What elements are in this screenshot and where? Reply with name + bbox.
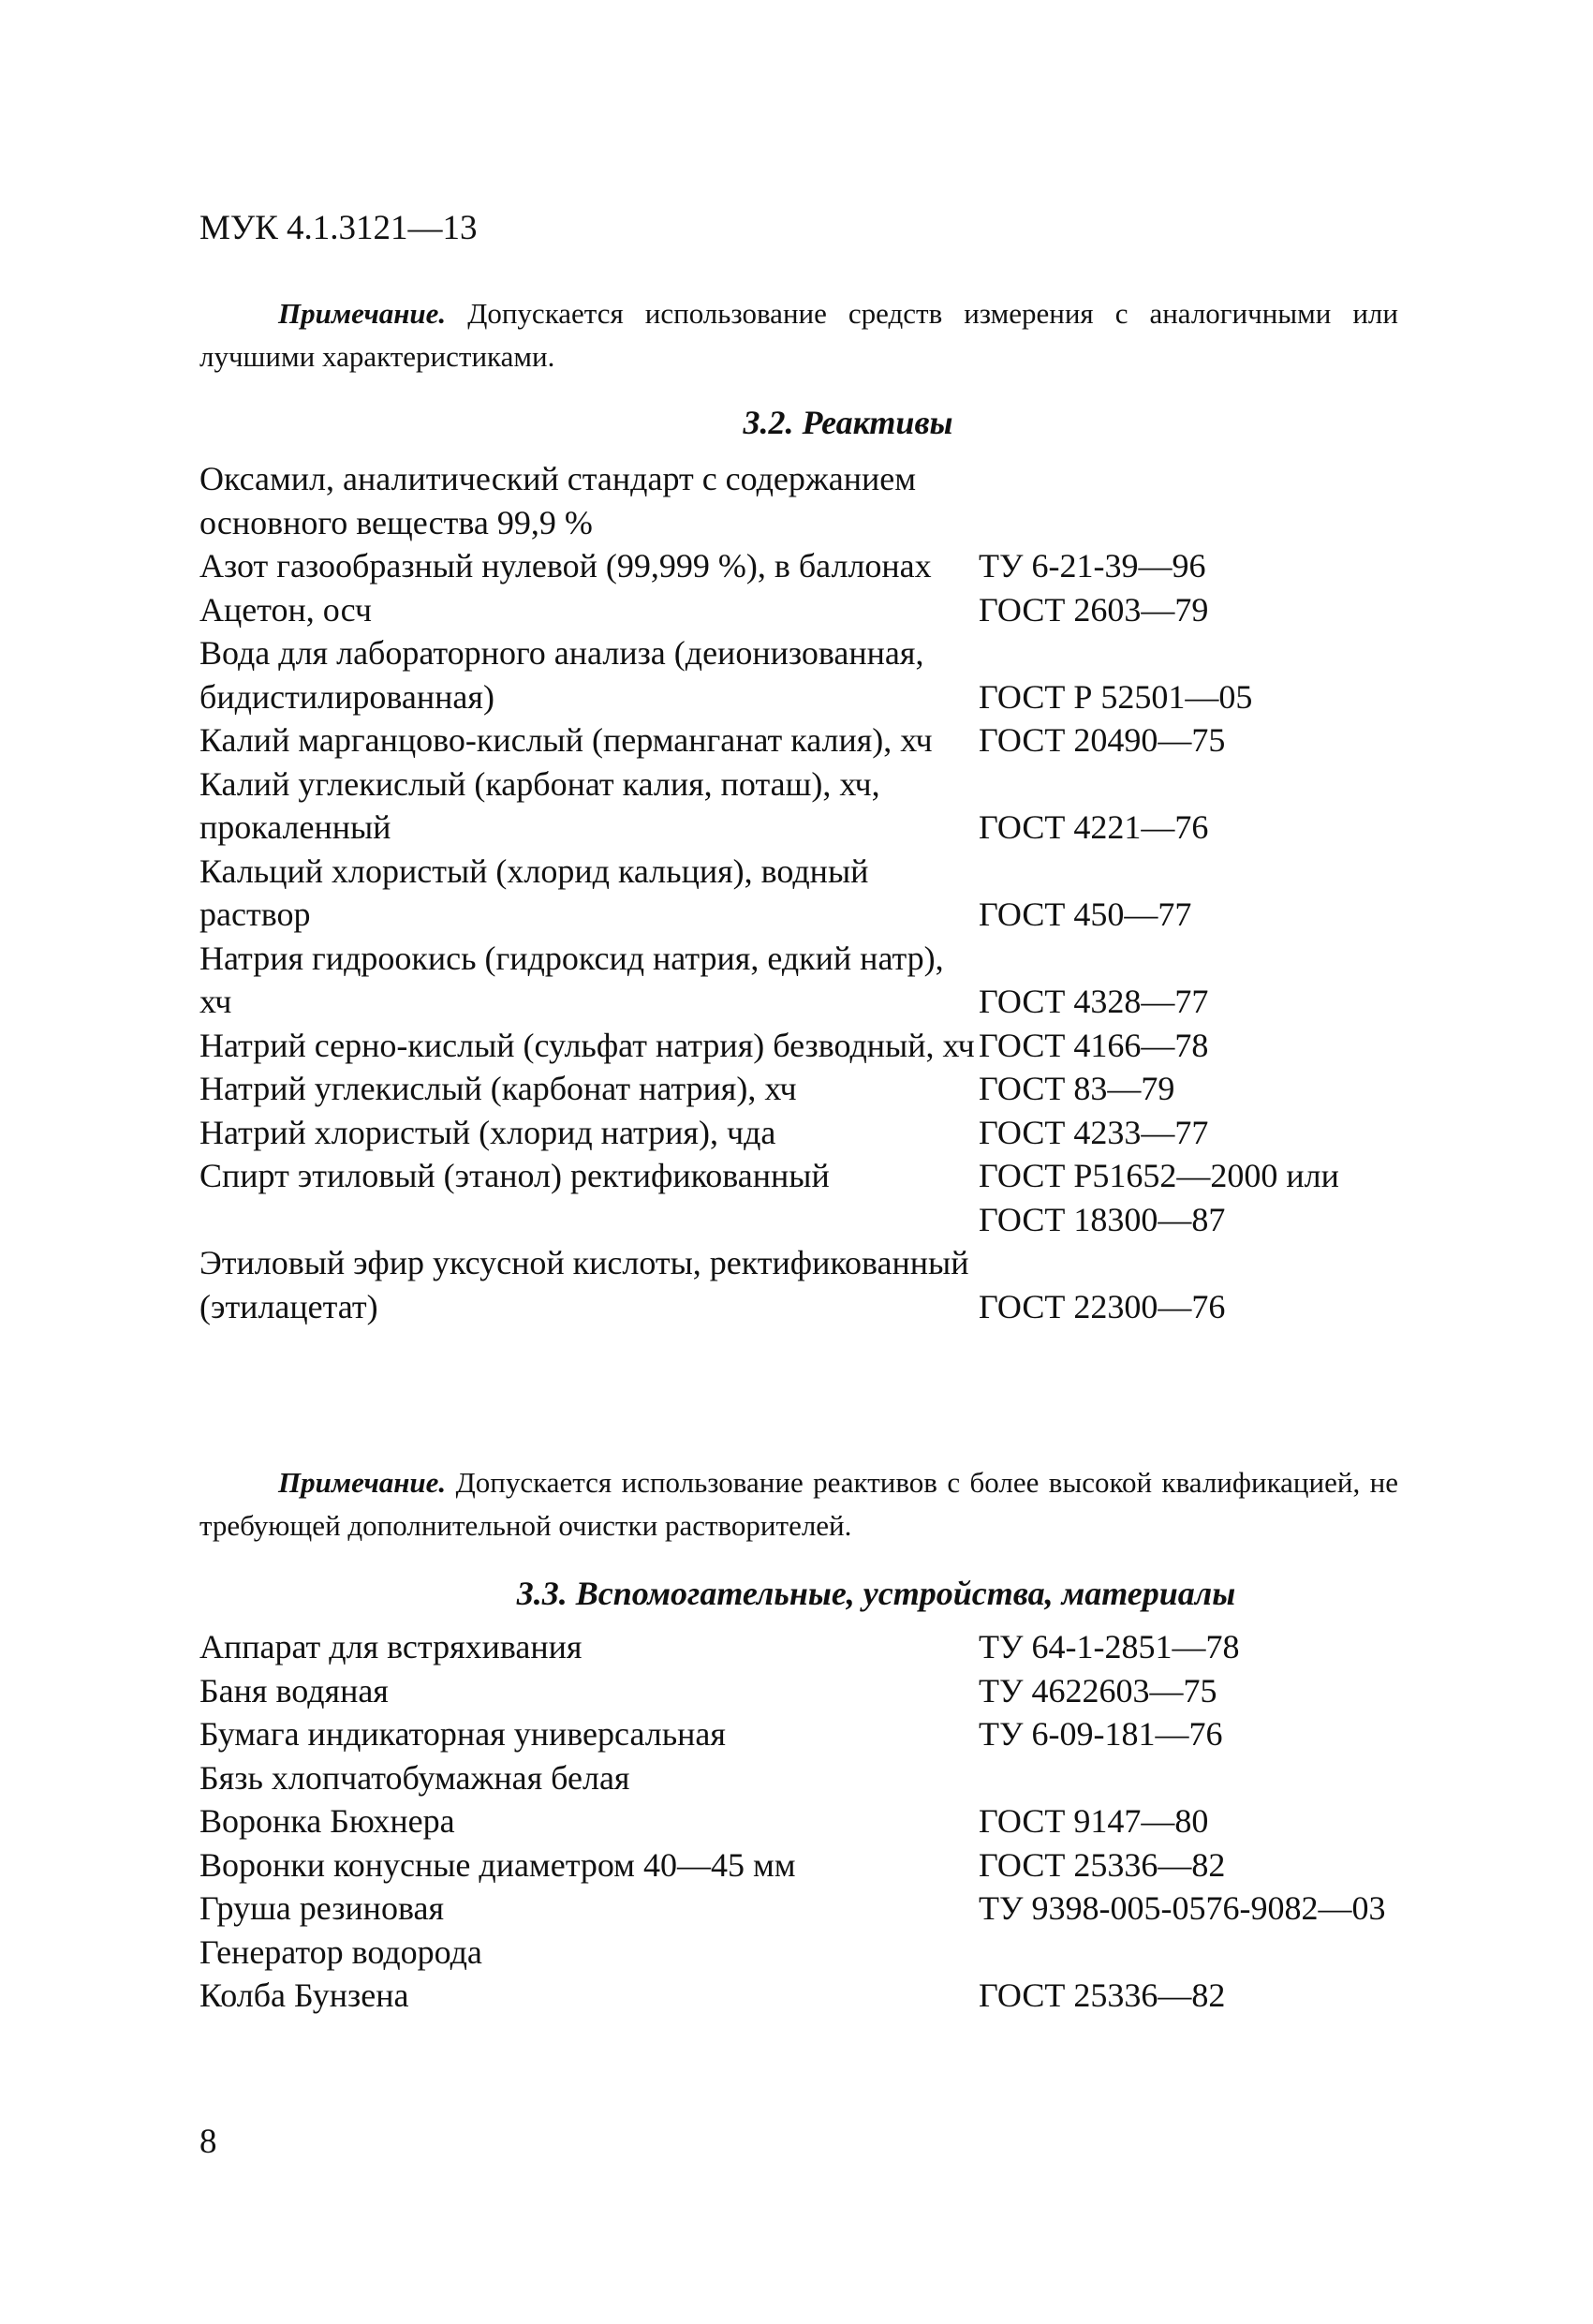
list-item [199,544,1436,588]
item-standard: ГОСТ 4328—77 [979,983,1209,1020]
item-standard: ГОСТ 25336—82 [979,1845,1226,1884]
item-name: Груша резиновая [199,1889,444,1927]
item-name: Этиловый эфир уксусной кислоты, ректификованный (этилацетат) [199,1244,969,1325]
item-name: Кальций хлористый (хлорид кальция), водный раствор [199,851,869,933]
item-name: Вода для лабораторного анализа (деионизованная, бидистилированная) [199,634,924,716]
item-name: Натрий серно-кислый (сульфат натрия) безводный, хч [199,1026,975,1064]
section-title-reagents: 3.2. Реактивы [743,404,953,441]
item-name: Натрий хлористый (хлорид натрия), чда [199,1113,776,1151]
item-standard: ГОСТ 4233—77 [979,1113,1209,1151]
note-text: Допускается использование реактивов с более высокой квалификацией, не требующей дополнительной очистки растворителей. [199,1466,1398,1542]
list-item [199,1931,1436,1975]
note-measurement [199,292,1398,378]
item-standard: ГОСТ 9147—80 [979,1802,1209,1840]
list-item [199,1024,1436,1068]
item-name: Воронки конусные диаметром 40—45 мм [199,1845,796,1884]
item-standard: ГОСТ 4166—78 [979,1026,1209,1064]
section-title-materials: 3.3. Вспомогательные, устройства, материалы [516,1575,1236,1612]
item-name: Азот газообразный нулевой (99,999 %), в баллонах [199,547,932,585]
item-name: Натрий углекислый (карбонат натрия), хч [199,1070,797,1107]
item-name: Бумага индикаторная универсальная [199,1715,726,1753]
item-name: Натрия гидроокись (гидроксид натрия, едкий натр), хч [199,939,944,1020]
item-standard: ГОСТ 2603—79 [979,590,1209,629]
list-item [199,1756,1436,1800]
item-name: Калий марганцово-кислый (перманганат калия), хч [199,721,933,759]
page-number: 8 [199,2123,217,2161]
list-item [199,1887,1436,1931]
item-standard: ГОСТ 83—79 [979,1070,1175,1107]
item-name: Колба Бунзена [199,1976,409,2014]
list-item [199,1625,1436,1669]
item-name: Генератор водорода [199,1932,482,1971]
item-name: Баня водяная [199,1671,389,1710]
list-item [199,631,1436,718]
list-item [199,1111,1436,1155]
list-item [199,1067,1436,1111]
item-standard: ГОСТ 450—77 [979,896,1192,933]
note-reagents [199,1461,1398,1547]
list-item [199,937,1436,1024]
item-name: Аппарат для встряхивания [199,1628,583,1665]
note-text: Допускается использование средств измерения с аналогичными или лучшими характеристиками. [199,297,1398,373]
item-standard: ГОСТ Р 52501—05 [979,677,1253,716]
reagents-list [199,457,1436,1328]
list-item [199,1669,1436,1713]
item-name: Оксамил, аналитический стандарт с содержанием основного вещества 99,9 % [199,460,917,541]
list-item [199,1154,1436,1241]
item-name: Воронка Бюхнера [199,1802,455,1840]
item-name: Ацетон, осч [199,590,373,629]
item-standard: ГОСТ 20490—75 [979,721,1226,759]
note-lead: Примечание. [278,297,447,330]
item-standard: ГОСТ 22300—76 [979,1287,1226,1325]
item-standard: ТУ 9398-005-0576-9082—03 [979,1889,1386,1927]
note-indent [199,297,278,330]
item-standard: ГОСТ Р51652—2000 или ГОСТ 18300—87 [979,1157,1339,1238]
document-header: МУК 4.1.3121—13 [199,209,478,247]
item-standard: ТУ 4622603—75 [979,1671,1217,1710]
item-standard: ГОСТ 4221—76 [979,808,1209,846]
note-indent [199,1466,278,1499]
list-item [199,1974,1436,2018]
item-name: Калий углекислый (карбонат калия, поташ), хч, прокаленный [199,764,880,846]
list-item [199,1712,1436,1756]
item-name: Бязь хлопчатобумажная белая [199,1758,630,1797]
note-lead: Примечание. [278,1466,447,1499]
list-item [199,850,1436,937]
list-item [199,457,1436,544]
list-item [199,1843,1436,1887]
item-name: Спирт этиловый (этанол) ректификованный [199,1157,830,1194]
list-item [199,588,1436,632]
list-item [199,762,1436,850]
list-item [199,1241,1436,1328]
item-standard: ГОСТ 25336—82 [979,1976,1226,2014]
item-standard: ТУ 64-1-2851—78 [979,1628,1240,1665]
list-item [199,718,1436,762]
materials-list [199,1625,1436,2018]
item-standard: ТУ 6-09-181—76 [979,1715,1223,1753]
list-item [199,1799,1436,1843]
item-standard: ТУ 6-21-39—96 [979,547,1206,585]
